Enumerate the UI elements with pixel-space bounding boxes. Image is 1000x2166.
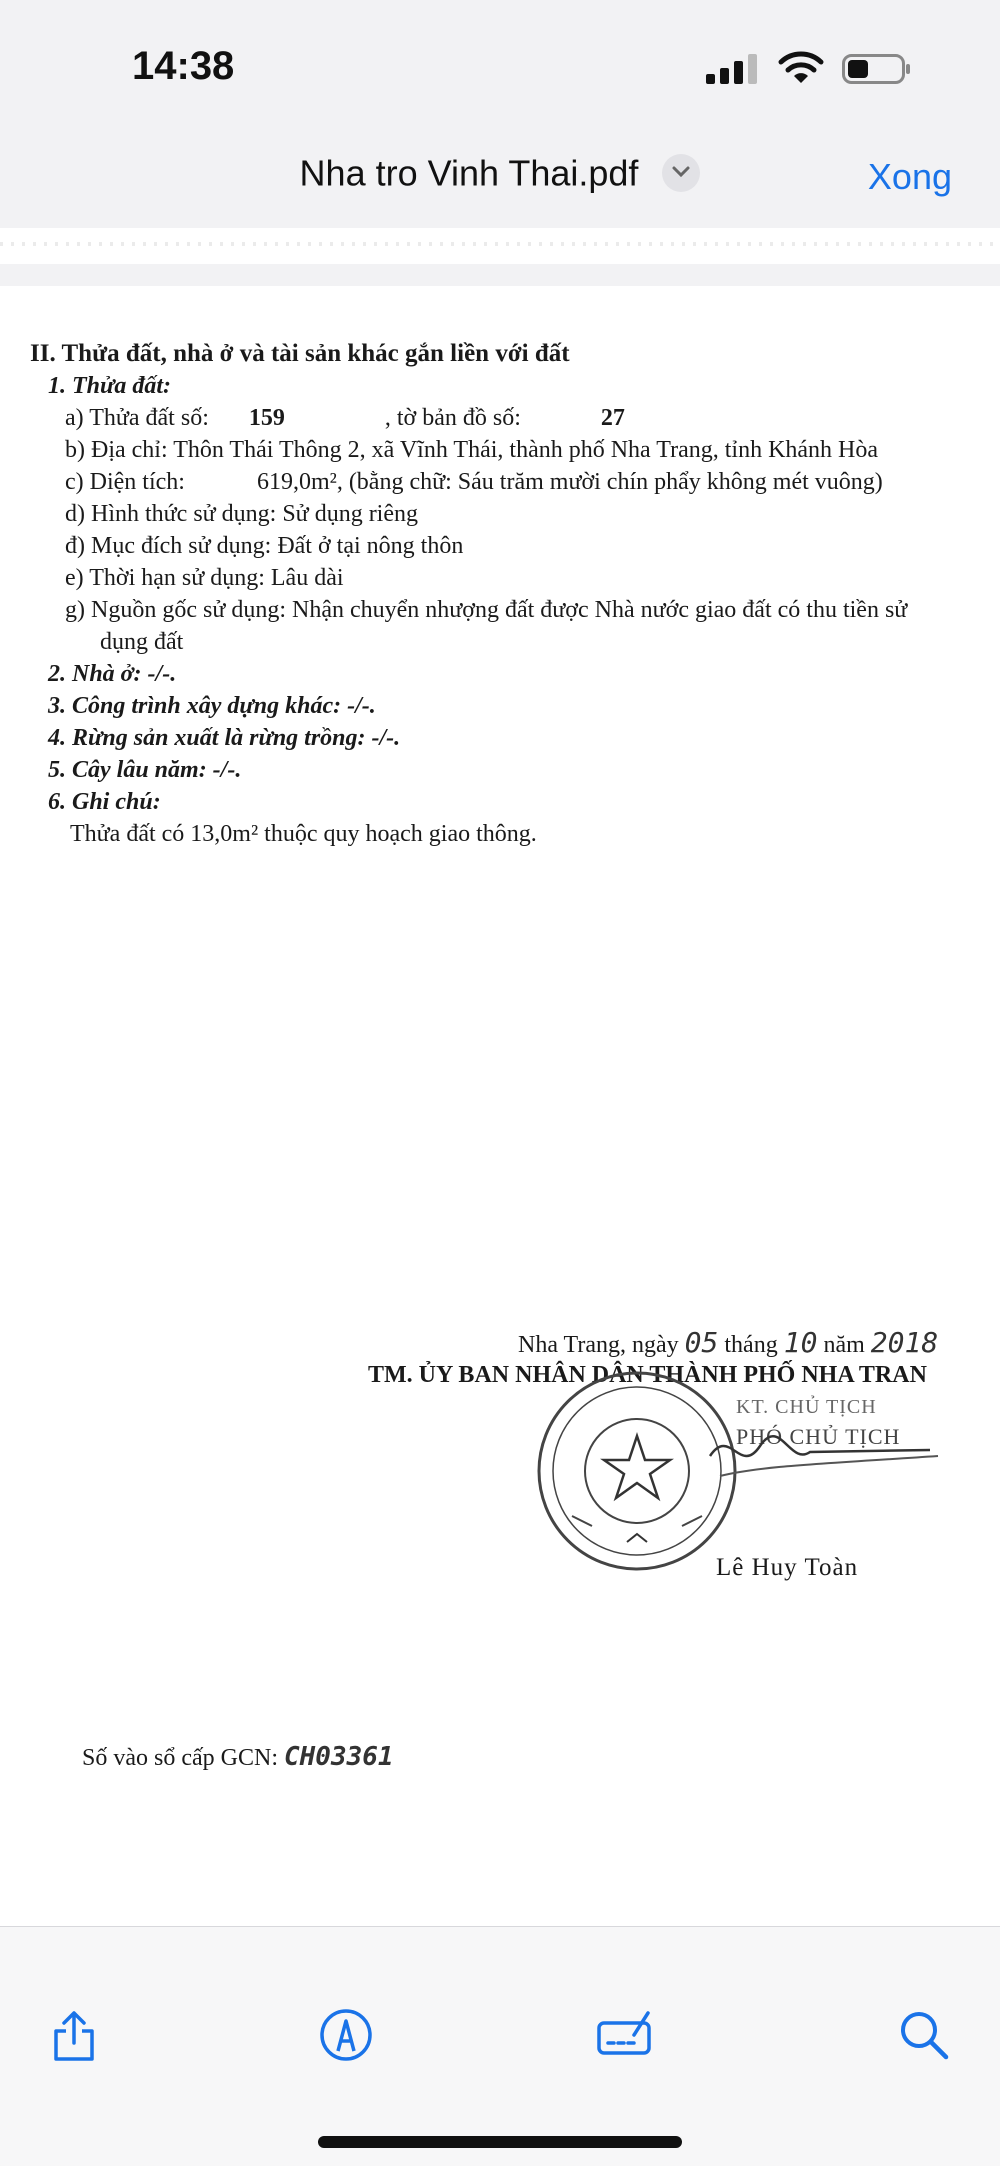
- markup-icon[interactable]: [318, 2007, 374, 2063]
- status-time: 14:38: [132, 44, 235, 88]
- forest-line: 4. Rừng sản xuất là rừng trồng: -/-.: [48, 725, 401, 751]
- perennial-line: 5. Cây lâu năm: -/-.: [48, 757, 242, 783]
- usage-form-line: d) Hình thức sử dụng: Sử dụng riêng: [65, 501, 419, 527]
- done-button[interactable]: Xong: [867, 156, 952, 197]
- origin-line-cont: dụng đất: [100, 629, 184, 655]
- signer-name: Lê Huy Toàn: [716, 1554, 859, 1581]
- other-works-line: 3. Công trình xây dựng khác: -/-.: [48, 693, 376, 719]
- previous-page-edge: [0, 228, 1000, 264]
- bottom-toolbar: [0, 1926, 1000, 2166]
- section-heading: II. Thửa đất, nhà ở và tài sản khác gắn liền với đất: [30, 340, 570, 367]
- handwritten-signature: [700, 1416, 940, 1496]
- notes-title: 6. Ghi chú:: [48, 789, 161, 815]
- house-line: 2. Nhà ở: -/-.: [48, 661, 177, 687]
- chevron-down-icon[interactable]: [662, 154, 700, 192]
- area-line: c) Diện tích: 619,0m², (bằng chữ: Sáu trăm mười chín phẩy không mét vuông): [65, 469, 883, 495]
- document-body: [30, 338, 990, 850]
- home-indicator[interactable]: [318, 2136, 682, 2148]
- cellular-signal-icon: [706, 54, 758, 84]
- status-bar: [0, 0, 1000, 130]
- origin-line: g) Nguồn gốc sử dụng: Nhận chuyển nhượng đất được Nhà nước giao đất có thu tiền sử: [65, 597, 908, 623]
- date-line: Nha Trang, ngày 05 tháng 10 năm 2018: [518, 1326, 939, 1359]
- signature-icon[interactable]: [596, 2007, 652, 2063]
- search-icon[interactable]: [896, 2007, 952, 2063]
- on-behalf-line: KT. CHỦ TỊCH: [736, 1396, 877, 1418]
- usage-term-line: e) Thời hạn sử dụng: Lâu dài: [65, 565, 344, 591]
- usage-purpose-line: đ) Mục đích sử dụng: Đất ở tại nông thôn: [65, 533, 464, 559]
- parcel-number-line: a) Thửa đất số: 159 , tờ bản đồ số: 27: [65, 405, 625, 431]
- note-text: Thửa đất có 13,0m² thuộc quy hoạch giao thông.: [70, 821, 537, 847]
- address-line: b) Địa chỉ: Thôn Thái Thông 2, xã Vĩnh Thái, thành phố Nha Trang, tỉnh Khánh Hòa: [65, 437, 879, 463]
- document-title-text: Nha tro Vinh Thai.pdf: [299, 152, 639, 194]
- pdf-page: [0, 286, 1000, 1926]
- battery-icon: [842, 54, 912, 84]
- wifi-icon: [778, 50, 824, 86]
- vice-chair-line: PHÓ CHỦ TỊCH: [736, 1424, 901, 1449]
- subsection-title: 1. Thửa đất:: [48, 373, 172, 399]
- document-title[interactable]: [0, 150, 1000, 194]
- gcn-line: Số vào sổ cấp GCN: CH03361: [82, 1742, 394, 1772]
- share-icon[interactable]: [46, 2007, 102, 2063]
- authority-line: TM. ỦY BAN NHÂN DÂN THÀNH PHỐ NHA TRAN: [368, 1362, 927, 1388]
